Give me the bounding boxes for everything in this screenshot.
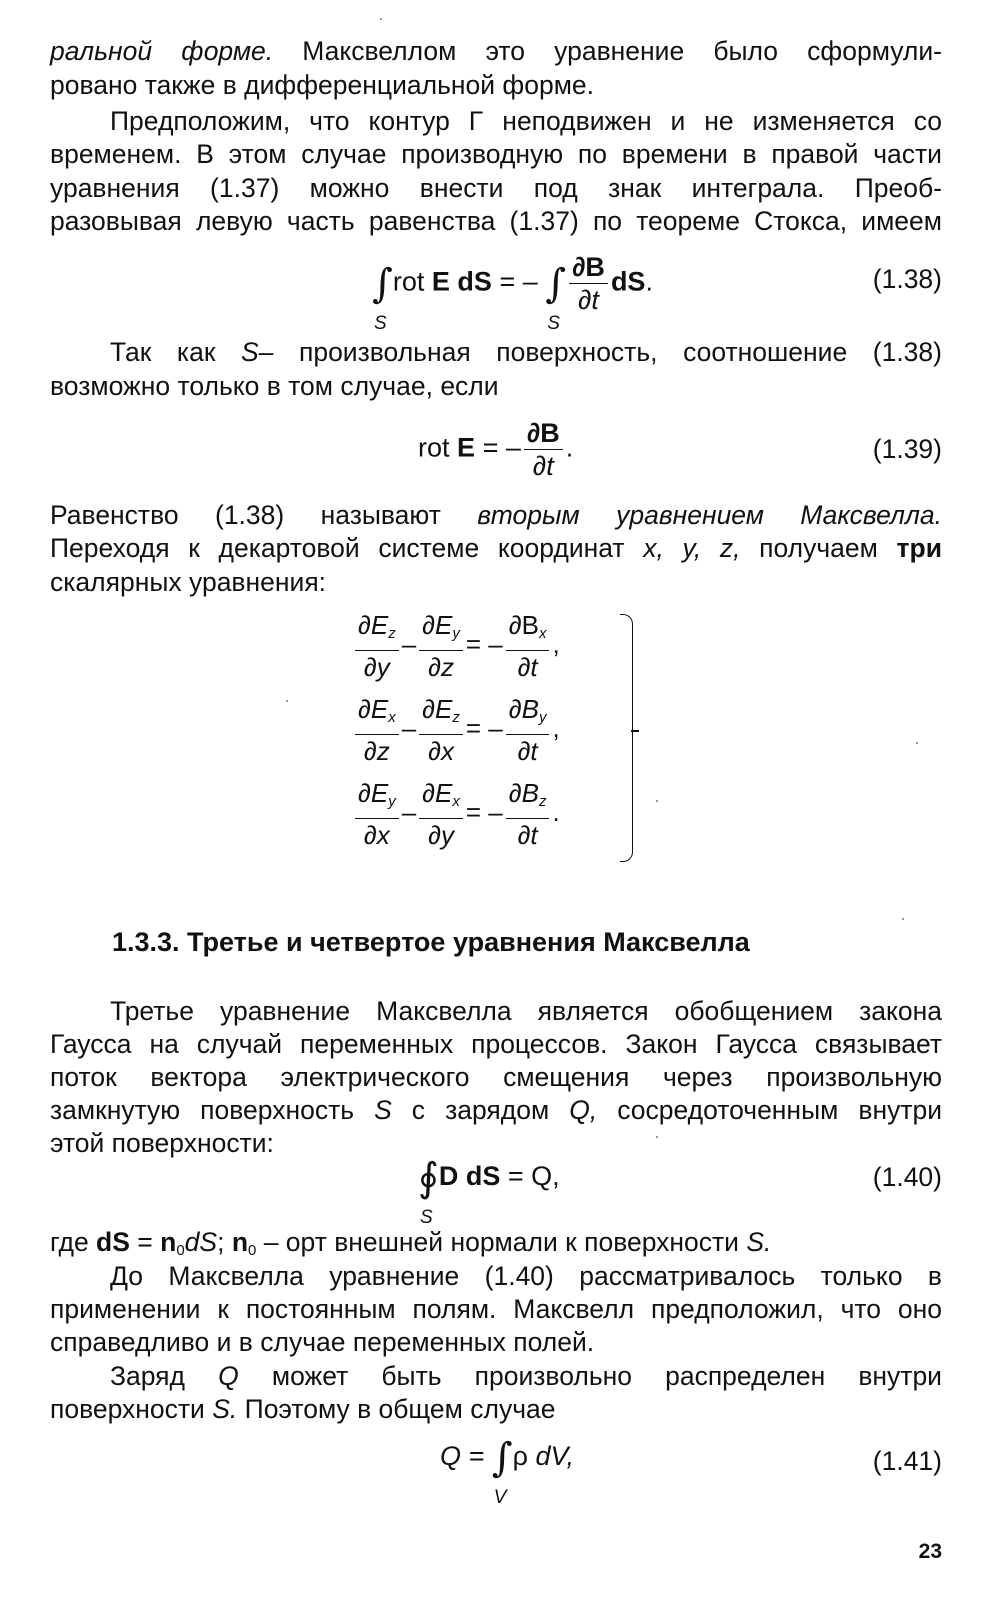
right-brace [620,614,633,862]
rot-operator: rot [392,266,425,297]
equation-1-39: rot E = – $\frac{\partial B}{\partial t}$ . [418,418,574,481]
vector-d: D [438,1161,459,1192]
vector-ds: dS [610,266,646,297]
scan-speck [656,800,658,802]
text-line: этой поверхности: [50,1128,274,1158]
text-line [50,34,942,68]
text-line: уравнения (1.37) можно внести под знак интеграла. Преоб- [50,173,942,203]
system-row: $\frac{\partial E_x}{\partial z}$ – $\frac{\partial E_z}{\partial x}$ = – $\frac{\partial B_y}{\partial t}$ , [352,694,560,766]
equals-minus: = – [499,266,538,297]
partial-fraction: $\frac{\partial B_y}{\partial t}$ [506,694,550,766]
text-span: Максвеллом это уравнение было сформули- [273,36,942,66]
section-heading: 1.3.3. Третье и четвертое уравнения Максвелла [112,927,750,957]
partial-fraction: $\frac{\partial E_z}{\partial y}$ [355,610,399,682]
equation-1-38: ∫ S rot E dS = – ∫ S $\frac{\partial B}{\partial t}$ dS. [372,252,653,334]
partial-fraction: $\frac{\partial B}{\partial t}$ [569,252,608,315]
contour-integral-sign: ∮ S [418,1155,439,1228]
text-line: возможно только в том случае, если [50,371,499,401]
vector-e: E [431,266,450,297]
text-line: Заряд Q может быть произвольно распределен внутри [110,1361,942,1391]
text-line: Равенство (1.38) называют вторым уравнением Максвелла. [50,500,942,530]
scan-speck [286,700,288,702]
text-line: До Максвелла уравнение (1.40) рассматривалось только в [110,1261,942,1291]
equation-lhs: Q = [440,1441,485,1472]
scan-speck [902,918,904,920]
system-row: $\frac{\partial E_z}{\partial y}$ – $\frac{\partial E_y}{\partial z}$ = – $\frac{\partial B_x}{\partial t}$ , [352,610,560,682]
volume-element: dV, [535,1441,575,1472]
text-line: Переходя к декартовой системе координат x, y, z, получаем три [50,533,942,563]
equation-number: (1.39) [872,434,942,464]
equation-number: (1.38) [872,264,942,294]
text-line: поверхности S. Поэтому в общем случае [50,1394,556,1424]
text-line: разовывая левую часть равенства (1.37) по теореме Стокса, имеем [50,206,942,236]
equals-minus: = – [482,432,521,463]
text-line: замкнутую поверхность S с зарядом Q, сосредоточенным внутри [50,1095,943,1125]
text-line: где dS = $n_0dS$; $n_0$ – орт внешней нормали к поверхности S. [50,1227,772,1259]
scan-speck [656,1136,658,1138]
equation-1-40 [418,1155,560,1228]
scan-speck [916,742,918,744]
partial-fraction: $\frac{\partial E_z}{\partial x}$ [419,694,463,766]
text-line: применении к постоянным полям. Максвелл предположил, что оно [50,1294,942,1324]
scan-speck [380,18,382,20]
text-line: Предположим, что контур Γ неподвижен и не изменяется со [110,106,942,136]
text-line: ровано также в дифференциальной форме. [50,70,595,100]
system-row: $\frac{\partial E_y}{\partial x}$ – $\frac{\partial E_x}{\partial y}$ = – $\frac{\partial B_z}{\partial t}$ . [352,778,560,850]
partial-fraction: $\frac{\partial E_x}{\partial z}$ [355,694,399,766]
text-line: справедливо и в случае переменных полей. [50,1327,595,1357]
partial-fraction: $\frac{\partial B}{\partial t}$ [524,418,563,481]
equation-rhs: = Q, [507,1161,560,1192]
page-number: 23 [918,1540,942,1563]
partial-fraction: $\frac{\partial E_y}{\partial x}$ [355,778,399,850]
vector-ds: dS [465,1161,501,1192]
text-line: скалярных уравнения: [50,567,327,597]
equation-1-41 [440,1435,575,1508]
rho-symbol: ρ [512,1441,528,1472]
text-line: Так как S– произвольная поверхность, соотношение (1.38) [110,337,942,367]
text-line: Гаусса на случай переменных процессов. Закон Гаусса связывает [50,1029,942,1059]
vector-ds: dS [457,266,492,297]
text-line: временем. В этом случае производную по времени в правой части [50,139,942,169]
integral-sign: ∫ S [545,260,567,334]
vector-e: E [457,432,476,463]
partial-fraction: $\frac{\partial B_x}{\partial t}$ [506,610,550,682]
partial-fraction: $\frac{\partial E_x}{\partial y}$ [419,778,463,850]
rot-operator: rot [418,432,450,463]
partial-fraction: $\frac{\partial B_z}{\partial t}$ [506,778,550,850]
integral-sign: ∫ V [491,1435,513,1508]
brace-tip [631,730,639,732]
integral-sign: ∫ S [372,260,393,334]
text-line: поток вектора электрического смещения через произвольную [50,1062,942,1092]
text-line: Третье уравнение Максвелла является обобщением закона [110,996,942,1026]
italic-text: ральной форме. [50,36,274,66]
partial-fraction: $\frac{\partial E_y}{\partial z}$ [419,610,463,682]
equation-system [352,608,642,866]
equation-number: (1.40) [872,1162,942,1192]
equation-number: (1.41) [872,1446,942,1476]
